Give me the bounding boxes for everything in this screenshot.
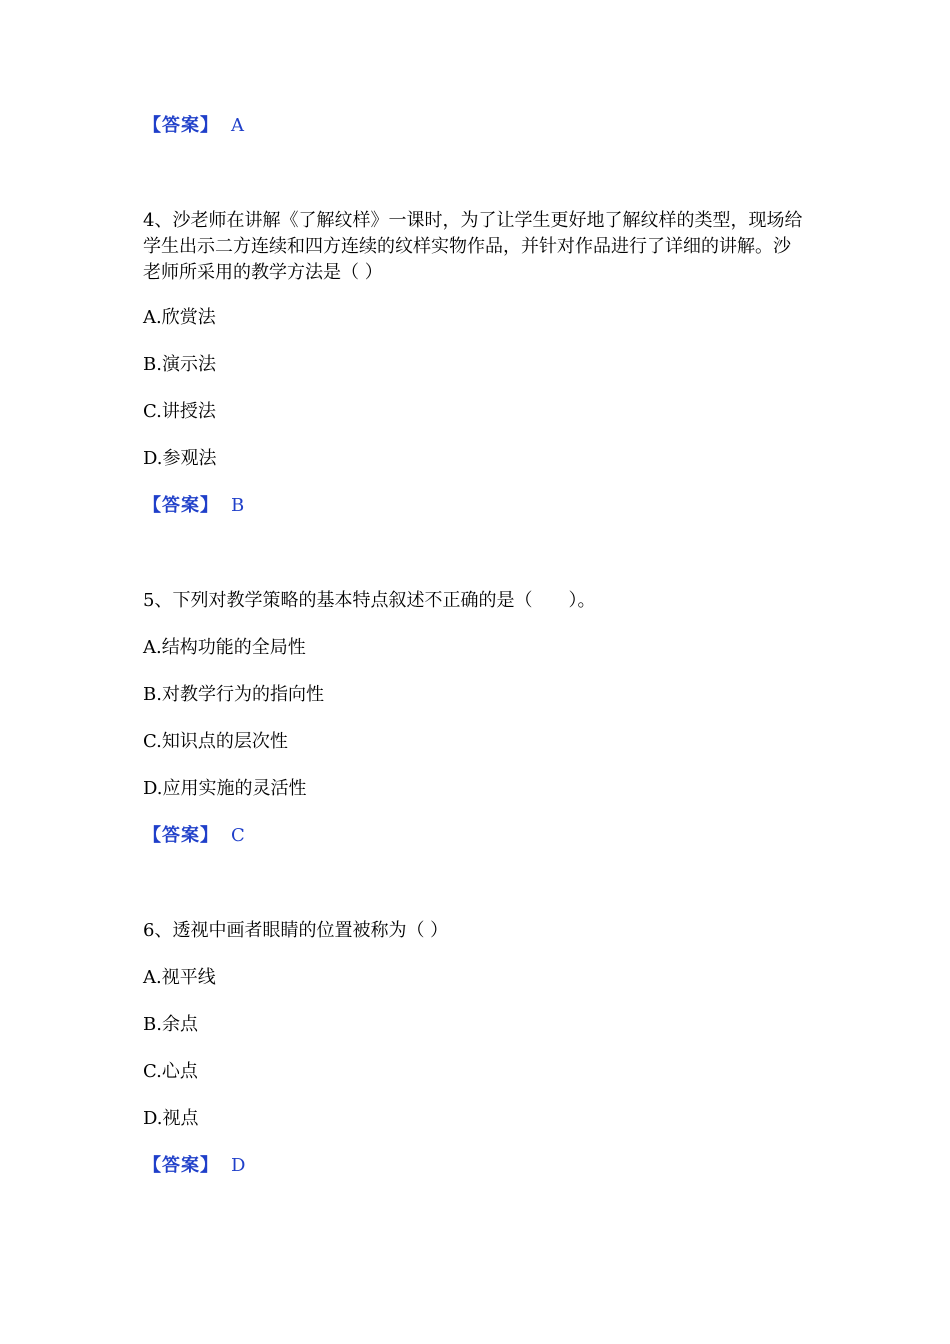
answer-label: 【答案】 [143,495,219,516]
q6-option-d: D.视点 [143,1108,199,1129]
q5-option-d: D.应用实施的灵活性 [143,778,307,799]
question-6-stem: 6、透视中画者眼睛的位置被称为（ ） [143,920,449,941]
q4-option-b: B.演示法 [143,354,216,375]
q4-option-d: D.参观法 [143,448,217,469]
q4-option-a: A.欣赏法 [143,307,216,328]
question-5-stem: 5、下列对教学策略的基本特点叙述不正确的是（ ）。 [143,590,596,611]
q6-option-c: C.心点 [143,1061,198,1082]
answer-label: 【答案】 [143,825,219,846]
answer-label: 【答案】 [143,115,219,136]
answer-label: 【答案】 [143,1155,219,1176]
q6-option-a: A.视平线 [143,967,216,988]
q3-answer-line [143,114,244,138]
q6-answer-line [143,1154,245,1178]
q5-answer-line [143,824,245,848]
q6-option-b: B.余点 [143,1014,198,1035]
answer-value: A [231,115,244,136]
question-4-stem: 4、沙老师在讲解《了解纹样》一课时，为了让学生更好地了解纹样的类型，现场给学生出示二方连续和四方连续的纹样实物作品，并针对作品进行了详细的讲解。沙老师所采用的教学方法是（ ） [143,210,803,283]
answer-value: B [231,495,245,516]
answer-value: D [231,1155,246,1176]
q5-option-a: A.结构功能的全局性 [143,637,306,658]
q4-answer-line [143,494,244,518]
answer-value: C [231,825,245,846]
q5-option-b: B.对教学行为的指向性 [143,684,324,705]
q5-option-c: C.知识点的层次性 [143,731,288,752]
q4-option-c: C.讲授法 [143,401,216,422]
